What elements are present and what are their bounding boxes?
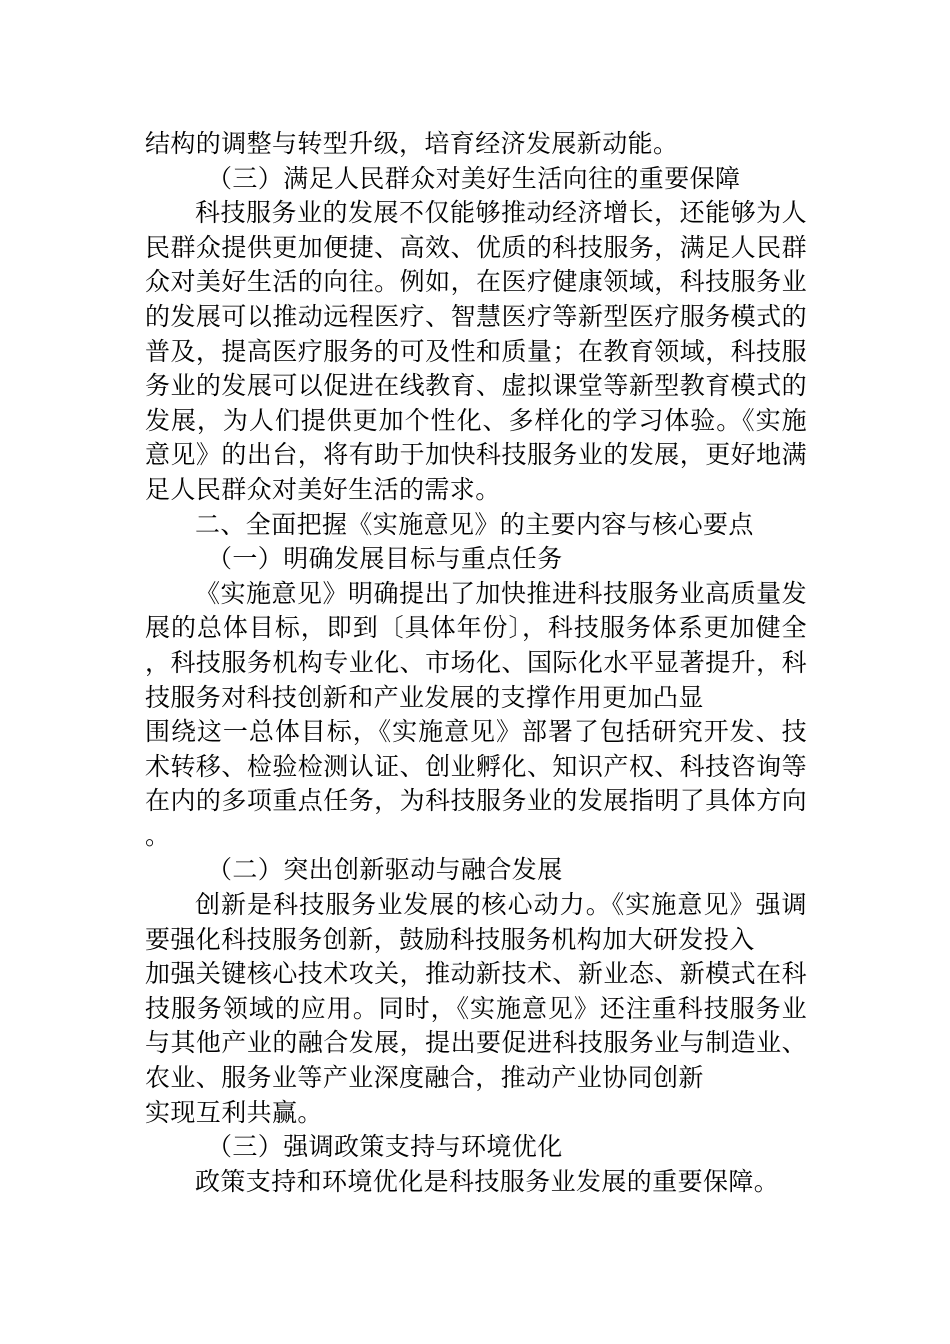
paragraph-continuation: 实现互利共赢。 bbox=[145, 1097, 323, 1127]
body-paragraph: 科技服务业的发展不仅能够推动经济增长，还能够为人民群众提供更加便捷、高效、优质的科技服务，满足人民群众对美好生活的向往。例如，在医疗健康领域，科技服务业的发展可以推动远程医疗、智慧医疗等新型医疗服务模式的普及，提高医疗服务的可及性和质量；在教育领域，科技服务业的发展可以促进在线教育、虚拟课堂等新型教育模式的发展，为人们提供更加个性化、多样化的学习体验。《实施意见》的出台，将有助于加快科技服务业的发展，更好地满足人民群众对美好生活的需求。 bbox=[145, 198, 807, 504]
paragraph-continuation: 结构的调整与转型升级，培育经济发展新动能。 bbox=[145, 129, 679, 158]
paragraph-continuation: 加强关键核心技术攻关，推动新技术、新业态、新模式在科技服务领域的应用。同时，《实施意见》还注重科技服务业与其他产业的融合发展，提出要促进科技服务业与制造业、农业、服务业等产业深度融合，推动产业协同创新 bbox=[145, 959, 807, 1093]
body-paragraph: 政策支持和环境优化是科技服务业发展的重要保障。 bbox=[195, 1166, 780, 1196]
body-paragraph: 《实施意见》明确提出了加快推进科技服务业高质量发展的总体目标，即到〔具体年份〕，科技服务体系更加健全，科技服务机构专业化、市场化、国际化水平显著提升，科技服务对科技创新和产业发展的支撑作用更加凸显 bbox=[145, 578, 807, 712]
body-paragraph: 创新是科技服务业发展的核心动力。《实施意见》强调要强化科技服务创新，鼓励科技服务机构加大研发投入 bbox=[145, 890, 807, 954]
section-subheading: （一）明确发展目标与重点任务 bbox=[207, 544, 563, 574]
section-heading: 二、全面把握《实施意见》的主要内容与核心要点 bbox=[195, 509, 754, 539]
section-subheading: （二）突出创新驱动与融合发展 bbox=[207, 855, 563, 885]
paragraph-continuation: 围绕这一总体目标，《实施意见》部署了包括研究开发、技术转移、检验检测认证、创业孵化、知识产权、科技咨询等在内的多项重点任务，为科技服务业的发展指明了具体方向。 bbox=[145, 717, 807, 850]
section-subheading: （三）满足人民群众对美好生活向往的重要保障 bbox=[207, 163, 741, 193]
document-body bbox=[145, 127, 807, 1199]
section-subheading: （三）强调政策支持与环境优化 bbox=[207, 1132, 563, 1162]
